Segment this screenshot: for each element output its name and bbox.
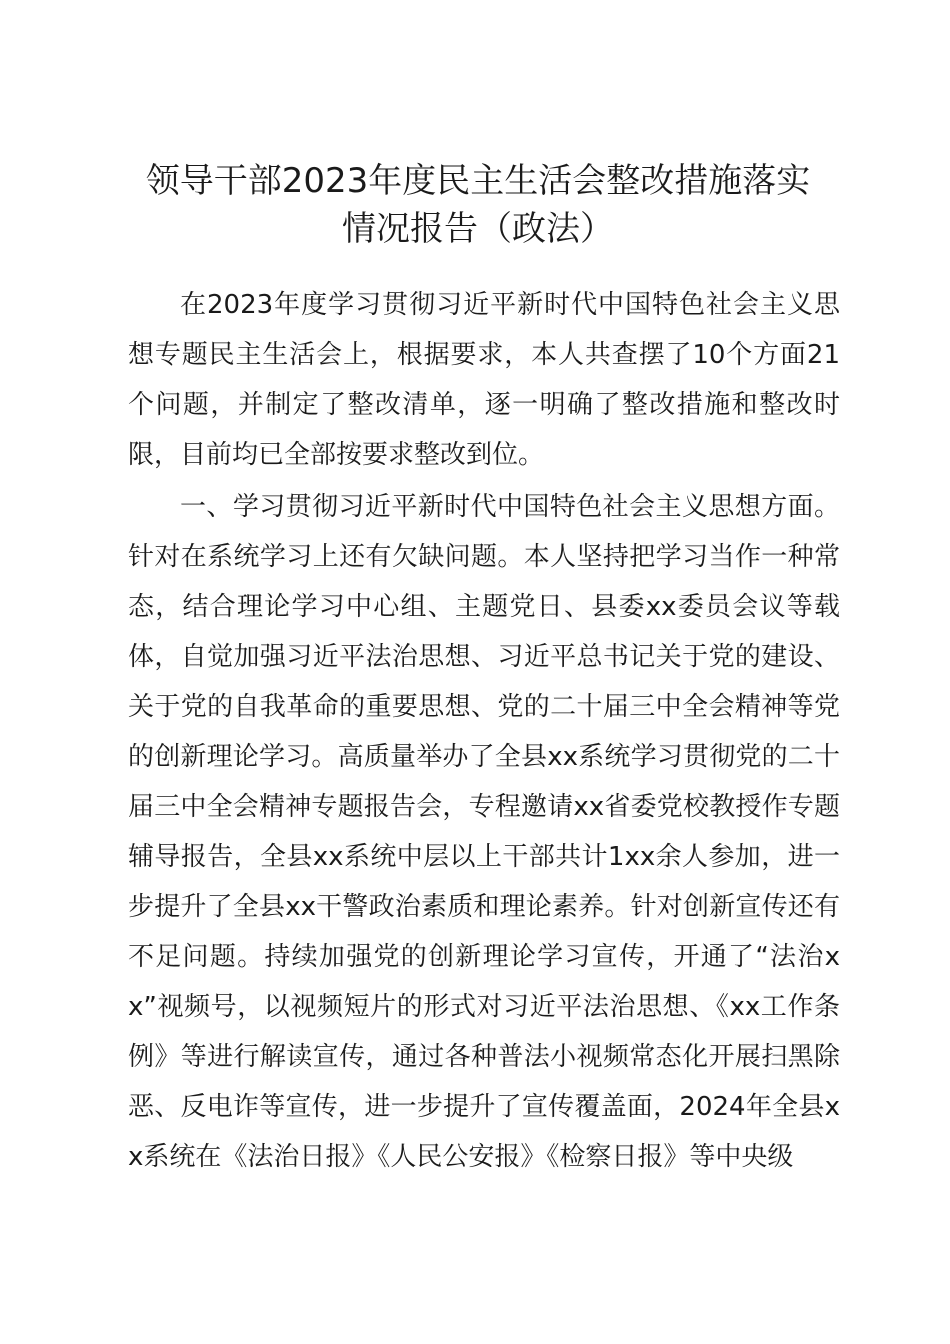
document-title	[118, 157, 838, 253]
paragraph-section-1: 一、学习贯彻习近平新时代中国特色社会主义思想方面。针对在系统学习上还有欠缺问题。本人坚持把学习当作一种常态，结合理论学习中心组、主题党日、县委xx委员会议等载体，自觉加强习近平法治思想、习近平总书记关于党的建设、关于党的自我革命的重要思想、党的二十届三中全会精神等党的创新理论学习。高质量举办了全县xx系统学习贯彻党的二十届三中全会精神专题报告会，专程邀请xx省委党校教授作专题辅导报告，全县xx系统中层以上干部共计1xx余人参加，进一步提升了全县xx干警政治素质和理论素养。针对创新宣传还有不足问题。持续加强党的创新理论学习宣传，开通了“法治xx”视频号，以视频短片的形式对习近平法治思想、《xx工作条例》等进行解读宣传，通过各种普法小视频常态化开展扫黑除恶、反电诈等宣传，进一步提升了宣传覆盖面，2024年全县xx系统在《法治日报》《人民公安报》《检察日报》等中央级	[128, 492, 840, 1172]
title-line-1: 领导干部2023年度民主生活会整改措施落实	[145, 161, 811, 201]
document-body	[128, 280, 840, 1182]
title-line-2: 情况报告（政法）	[342, 209, 614, 249]
paragraph-intro: 在2023年度学习贯彻习近平新时代中国特色社会主义思想专题民主生活会上，根据要求，本人共查摆了10个方面21个问题，并制定了整改清单，逐一明确了整改措施和整改时限，目前均已全部按要求整改到位。	[128, 290, 840, 470]
